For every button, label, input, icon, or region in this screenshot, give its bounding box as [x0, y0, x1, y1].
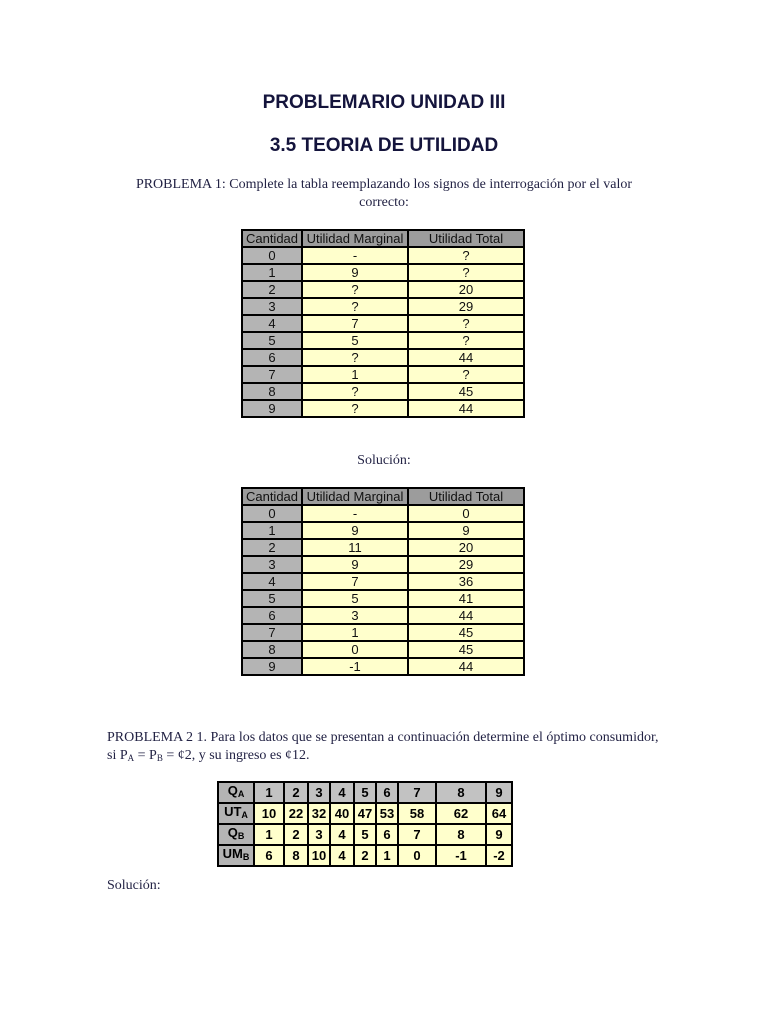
- cell-utilidad-total: 9: [408, 522, 524, 539]
- row-label: [218, 803, 254, 824]
- cell-utilidad-marginal: 3: [302, 607, 408, 624]
- column-header-utilidad-marginal: Utilidad Marginal: [302, 488, 408, 505]
- solution-2-label: Solución:: [107, 878, 161, 893]
- problem-1-table: [241, 229, 525, 418]
- table-cell: 22: [284, 803, 308, 824]
- row-label-subscript: B: [242, 852, 250, 862]
- cell-utilidad-total: ?: [408, 332, 524, 349]
- cell-utilidad-total: 44: [408, 607, 524, 624]
- table-header-row: [242, 488, 524, 505]
- table-cell: 6: [376, 782, 398, 803]
- cell-cantidad: 1: [242, 264, 302, 281]
- table-cell: 8: [284, 845, 308, 866]
- cell-cantidad: 7: [242, 366, 302, 383]
- table-row: [242, 247, 524, 264]
- row-label-subscript: B: [237, 831, 245, 841]
- table-cell: 1: [254, 782, 284, 803]
- table-cell: 9: [486, 782, 512, 803]
- table-cell: 2: [284, 782, 308, 803]
- row-label-text: UT: [224, 804, 242, 819]
- table-row: [242, 624, 524, 641]
- table-cell: 8: [436, 824, 486, 845]
- column-header-utilidad-total: Utilidad Total: [408, 230, 524, 247]
- table-cell: 1: [376, 845, 398, 866]
- cell-utilidad-marginal: 5: [302, 590, 408, 607]
- cell-utilidad-marginal: 9: [302, 556, 408, 573]
- column-header-cantidad: Cantidad: [242, 230, 302, 247]
- cell-utilidad-total: 20: [408, 539, 524, 556]
- cell-utilidad-total: 44: [408, 658, 524, 675]
- table-cell: -2: [486, 845, 512, 866]
- cell-cantidad: 5: [242, 590, 302, 607]
- cell-utilidad-total: ?: [408, 247, 524, 264]
- table-row: [242, 298, 524, 315]
- cell-utilidad-marginal: -1: [302, 658, 408, 675]
- table-row: [242, 522, 524, 539]
- table-cell: 64: [486, 803, 512, 824]
- table-row: [242, 332, 524, 349]
- cell-utilidad-marginal: ?: [302, 298, 408, 315]
- table-row: [218, 824, 512, 845]
- table-cell: 5: [354, 782, 376, 803]
- cell-utilidad-total: ?: [408, 315, 524, 332]
- cell-utilidad-marginal: 5: [302, 332, 408, 349]
- table-row: [242, 281, 524, 298]
- table-cell: 4: [330, 824, 354, 845]
- problem-1-statement: PROBLEMA 1: Complete la tabla reemplazando los signos de interrogación por el valor correcto:: [135, 177, 633, 210]
- cell-utilidad-marginal: 1: [302, 624, 408, 641]
- cell-utilidad-marginal: 1: [302, 366, 408, 383]
- cell-utilidad-total: 45: [408, 383, 524, 400]
- table-row: [218, 782, 512, 803]
- cell-cantidad: 3: [242, 556, 302, 573]
- table-cell: 32: [308, 803, 330, 824]
- table-row: [242, 366, 524, 383]
- solution-1-label: Solución:: [357, 453, 411, 468]
- cell-utilidad-total: 45: [408, 624, 524, 641]
- table-header-row: [242, 230, 524, 247]
- table-row: [242, 264, 524, 281]
- problem-2-rest: = ¢2, y su ingreso es ¢12.: [162, 748, 310, 763]
- cell-utilidad-total: 0: [408, 505, 524, 522]
- table-cell: 6: [376, 824, 398, 845]
- table-cell: -1: [436, 845, 486, 866]
- cell-utilidad-total: 44: [408, 349, 524, 366]
- cell-cantidad: 5: [242, 332, 302, 349]
- cell-cantidad: 0: [242, 247, 302, 264]
- column-header-cantidad: Cantidad: [242, 488, 302, 505]
- cell-utilidad-marginal: -: [302, 247, 408, 264]
- table-cell: 58: [398, 803, 436, 824]
- table-row: [242, 400, 524, 417]
- cell-cantidad: 1: [242, 522, 302, 539]
- subscript-a: A: [127, 753, 135, 763]
- table-cell: 62: [436, 803, 486, 824]
- row-label-text: UM: [222, 846, 243, 861]
- cell-cantidad: 7: [242, 624, 302, 641]
- table-row: [218, 803, 512, 824]
- cell-cantidad: 6: [242, 349, 302, 366]
- cell-utilidad-total: 36: [408, 573, 524, 590]
- cell-cantidad: 3: [242, 298, 302, 315]
- table-cell: 4: [330, 782, 354, 803]
- page-title: PROBLEMARIO UNIDAD III: [262, 92, 506, 113]
- row-label: [218, 782, 254, 803]
- table-cell: 4: [330, 845, 354, 866]
- cell-cantidad: 9: [242, 658, 302, 675]
- table-row: [242, 539, 524, 556]
- cell-utilidad-total: ?: [408, 264, 524, 281]
- row-label: [218, 845, 254, 866]
- table-row: [242, 383, 524, 400]
- cell-cantidad: 2: [242, 281, 302, 298]
- row-label-text: Q: [227, 783, 238, 798]
- cell-cantidad: 2: [242, 539, 302, 556]
- table-cell: 10: [308, 845, 330, 866]
- cell-cantidad: 9: [242, 400, 302, 417]
- cell-utilidad-marginal: 9: [302, 264, 408, 281]
- table-cell: 53: [376, 803, 398, 824]
- row-label-subscript: A: [237, 789, 245, 799]
- cell-cantidad: 4: [242, 315, 302, 332]
- table-cell: 8: [436, 782, 486, 803]
- cell-utilidad-total: 41: [408, 590, 524, 607]
- cell-utilidad-marginal: -: [302, 505, 408, 522]
- table-cell: 2: [284, 824, 308, 845]
- table-cell: 5: [354, 824, 376, 845]
- cell-utilidad-marginal: ?: [302, 281, 408, 298]
- table-cell: 2: [354, 845, 376, 866]
- table-row: [242, 556, 524, 573]
- table-cell: 3: [308, 782, 330, 803]
- cell-utilidad-total: 44: [408, 400, 524, 417]
- table-cell: 0: [398, 845, 436, 866]
- table-row: [218, 845, 512, 866]
- cell-cantidad: 8: [242, 641, 302, 658]
- column-header-utilidad-total: Utilidad Total: [408, 488, 524, 505]
- table-cell: 10: [254, 803, 284, 824]
- table-row: [242, 607, 524, 624]
- table-cell: 40: [330, 803, 354, 824]
- table-cell: 47: [354, 803, 376, 824]
- table-row: [242, 658, 524, 675]
- cell-utilidad-marginal: 0: [302, 641, 408, 658]
- cell-cantidad: 0: [242, 505, 302, 522]
- cell-utilidad-marginal: 9: [302, 522, 408, 539]
- table-row: [242, 573, 524, 590]
- table-row: [242, 641, 524, 658]
- problem-2-intro: PROBLEMA 2 1. Para los datos que se presentan a continuación determine el óptimo consumidor, si P: [107, 730, 659, 763]
- cell-utilidad-total: ?: [408, 366, 524, 383]
- cell-utilidad-total: 29: [408, 298, 524, 315]
- table-cell: 6: [254, 845, 284, 866]
- cell-utilidad-marginal: 7: [302, 573, 408, 590]
- cell-utilidad-marginal: ?: [302, 349, 408, 366]
- row-label-subscript: A: [241, 810, 248, 820]
- column-header-utilidad-marginal: Utilidad Marginal: [302, 230, 408, 247]
- table-row: [242, 349, 524, 366]
- cell-utilidad-total: 29: [408, 556, 524, 573]
- cell-utilidad-total: 20: [408, 281, 524, 298]
- table-cell: 9: [486, 824, 512, 845]
- subscript-b: B: [156, 753, 163, 763]
- table-cell: 3: [308, 824, 330, 845]
- cell-cantidad: 6: [242, 607, 302, 624]
- cell-cantidad: 8: [242, 383, 302, 400]
- solution-1-table: [241, 487, 525, 676]
- section-title: 3.5 TEORIA DE UTILIDAD: [269, 135, 499, 156]
- cell-utilidad-marginal: ?: [302, 400, 408, 417]
- cell-utilidad-marginal: 11: [302, 539, 408, 556]
- table-cell: 1: [254, 824, 284, 845]
- cell-utilidad-total: 45: [408, 641, 524, 658]
- table-cell: 7: [398, 782, 436, 803]
- problem-2-eq: = P: [134, 748, 157, 763]
- row-label: [218, 824, 254, 845]
- table-row: [242, 505, 524, 522]
- table-cell: 7: [398, 824, 436, 845]
- cell-utilidad-marginal: 7: [302, 315, 408, 332]
- problem-2-table: [217, 781, 513, 867]
- cell-utilidad-marginal: ?: [302, 383, 408, 400]
- table-row: [242, 590, 524, 607]
- cell-cantidad: 4: [242, 573, 302, 590]
- row-label-text: Q: [227, 825, 238, 840]
- problem-2-statement: [107, 729, 667, 767]
- table-row: [242, 315, 524, 332]
